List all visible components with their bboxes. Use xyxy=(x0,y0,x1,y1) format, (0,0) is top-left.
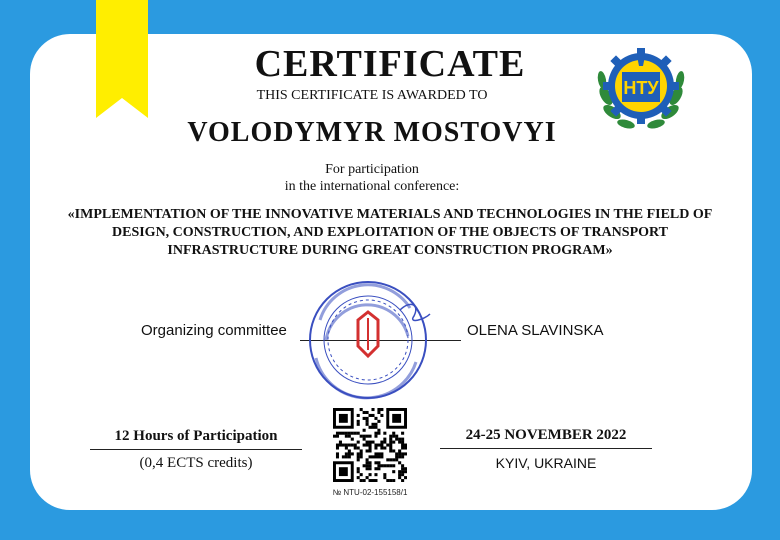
conference-title xyxy=(40,206,740,260)
certificate-number: № NTU-02-155158/1 xyxy=(332,488,408,497)
hours-of-participation: 12 Hours of Participation xyxy=(114,428,278,444)
organizing-committee-label: Organizing committee xyxy=(141,322,287,339)
recipient-name: VOLODYMYR MOSTOVYI xyxy=(187,117,557,148)
conference-line-1: «IMPLEMENTATION OF THE INNOVATIVE MATERIALS AND TECHNOLOGIES IN THE FIELD OF xyxy=(67,207,713,222)
conference-line-2: DESIGN, CONSTRUCTION, AND EXPLOITATION OF THE OBJECTS OF TRANSPORT xyxy=(112,225,668,240)
ects-credits: (0,4 ECTS credits) xyxy=(139,455,253,471)
certificate-title: CERTIFICATE xyxy=(254,43,526,85)
dates-divider xyxy=(440,448,652,449)
conference-location: KYIV, UKRAINE xyxy=(495,455,597,471)
participation-text xyxy=(0,161,744,195)
qr-code-icon xyxy=(333,408,407,482)
ntu-emblem-icon xyxy=(592,36,690,136)
logo-text: НТУ xyxy=(623,78,659,98)
certificate-subtitle: THIS CERTIFICATE IS AWARDED TO xyxy=(256,88,488,103)
participation-line-2: in the international conference: xyxy=(284,179,460,194)
organizer-name: OLENA SLAVINSKA xyxy=(467,322,604,339)
participation-line-1: For participation xyxy=(325,162,419,177)
official-stamp-icon xyxy=(300,280,440,400)
hours-divider xyxy=(90,449,302,450)
conference-dates: 24-25 NOVEMBER 2022 xyxy=(465,427,627,443)
conference-line-3: INFRASTRUCTURE DURING GREAT CONSTRUCTION PROGRAM» xyxy=(167,243,613,258)
